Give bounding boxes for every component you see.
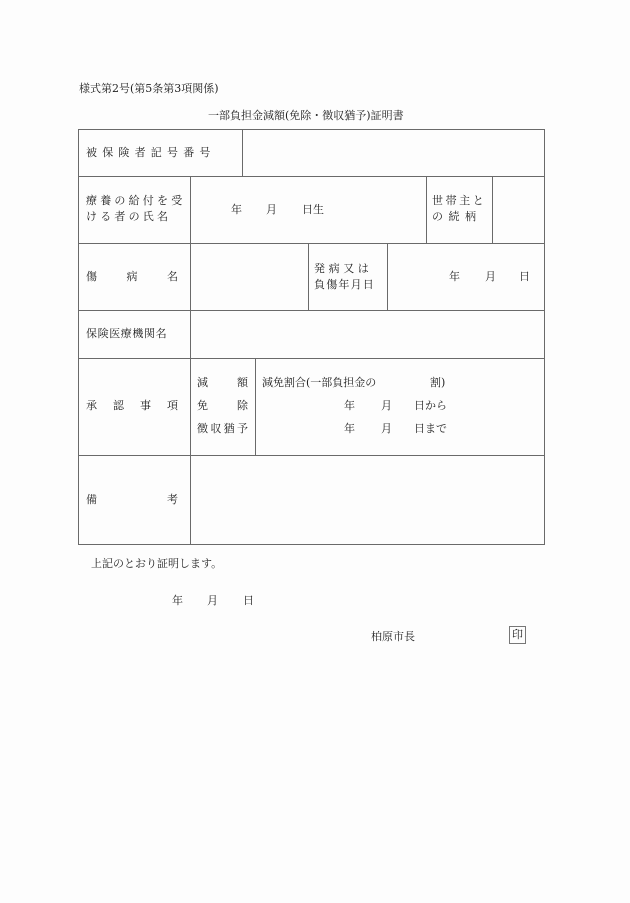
table-border-right xyxy=(544,129,545,545)
birth-month: 月 xyxy=(266,203,277,216)
label-char: 事 xyxy=(140,399,151,412)
issue-date-month: 月 xyxy=(207,594,218,607)
label-char: 認 xyxy=(113,399,124,412)
issue-date-year: 年 xyxy=(172,594,183,607)
onset-label-line1: 発病又は xyxy=(314,262,373,275)
document-title: 一部負担金減額(免除・徴収猶予)証明書 xyxy=(208,109,404,122)
from-month: 月 xyxy=(381,399,392,412)
approval-label xyxy=(86,398,178,414)
approval-type-exemption[interactable] xyxy=(197,398,248,414)
label-char: 免 xyxy=(197,399,208,412)
reduction-ratio-field[interactable] xyxy=(383,376,428,390)
table-border-bottom xyxy=(78,544,545,545)
relation-label-line1: 世帯主と xyxy=(432,194,487,207)
insured-number-field[interactable] xyxy=(243,130,543,176)
from-day: 日から xyxy=(414,399,447,412)
form-number: 様式第2号(第5条第3項関係) xyxy=(79,82,219,95)
label-char: 額 xyxy=(237,376,248,389)
relation-label-line2: の 続 柄 xyxy=(432,210,477,223)
onset-day: 日 xyxy=(519,270,530,283)
label-char: 収 xyxy=(210,422,222,435)
issuer-name: 柏原市長 xyxy=(371,630,415,643)
recipient-name-label-line1: 療養の給付を受 xyxy=(86,194,186,207)
birth-year: 年 xyxy=(231,203,242,216)
label-char: 減 xyxy=(197,376,208,389)
approval-type-deferral[interactable] xyxy=(197,421,248,437)
certify-text: 上記のとおり証明します。 xyxy=(91,557,223,570)
label-char: 項 xyxy=(167,399,178,412)
remarks-label xyxy=(86,492,178,508)
issue-date-day: 日 xyxy=(243,594,254,607)
label-char: 傷 xyxy=(86,270,97,283)
insured-number-label: 被保険者記号番号 xyxy=(86,146,216,159)
remarks-field[interactable] xyxy=(191,456,543,544)
institution-label: 保険医療機関名 xyxy=(86,327,168,340)
label-char: 名 xyxy=(167,270,178,283)
label-char: 予 xyxy=(236,422,248,435)
institution-field[interactable] xyxy=(191,311,543,358)
label-char: 承 xyxy=(86,399,97,412)
label-char: 除 xyxy=(237,399,248,412)
onset-year: 年 xyxy=(449,270,460,283)
col-divider xyxy=(426,176,427,243)
reduction-ratio-prefix: 減免割合(一部負担金の xyxy=(262,376,377,389)
label-char: 考 xyxy=(167,493,178,506)
to-day: 日まで xyxy=(414,422,447,435)
birth-day: 日生 xyxy=(302,203,324,216)
table-border-left xyxy=(78,129,79,545)
relation-field[interactable] xyxy=(493,177,543,243)
to-year: 年 xyxy=(344,422,355,435)
label-char: 猶 xyxy=(223,422,235,435)
label-char: 徴 xyxy=(197,422,208,435)
label-char: 病 xyxy=(126,270,138,283)
reduction-ratio-suffix: 割) xyxy=(430,376,446,389)
seal-stamp: 印 xyxy=(509,626,526,644)
recipient-name-label-line2: ける者の氏名 xyxy=(86,210,172,223)
row-divider xyxy=(78,358,545,359)
onset-label-line2: 負傷年月日 xyxy=(314,278,375,291)
disease-name-label xyxy=(86,269,178,285)
approval-type-reduction[interactable] xyxy=(197,375,248,391)
col-divider xyxy=(308,243,309,310)
disease-name-field[interactable] xyxy=(191,244,307,310)
onset-month: 月 xyxy=(485,270,496,283)
col-divider xyxy=(255,358,256,455)
label-char: 備 xyxy=(86,493,97,506)
from-year: 年 xyxy=(344,399,355,412)
to-month: 月 xyxy=(381,422,392,435)
